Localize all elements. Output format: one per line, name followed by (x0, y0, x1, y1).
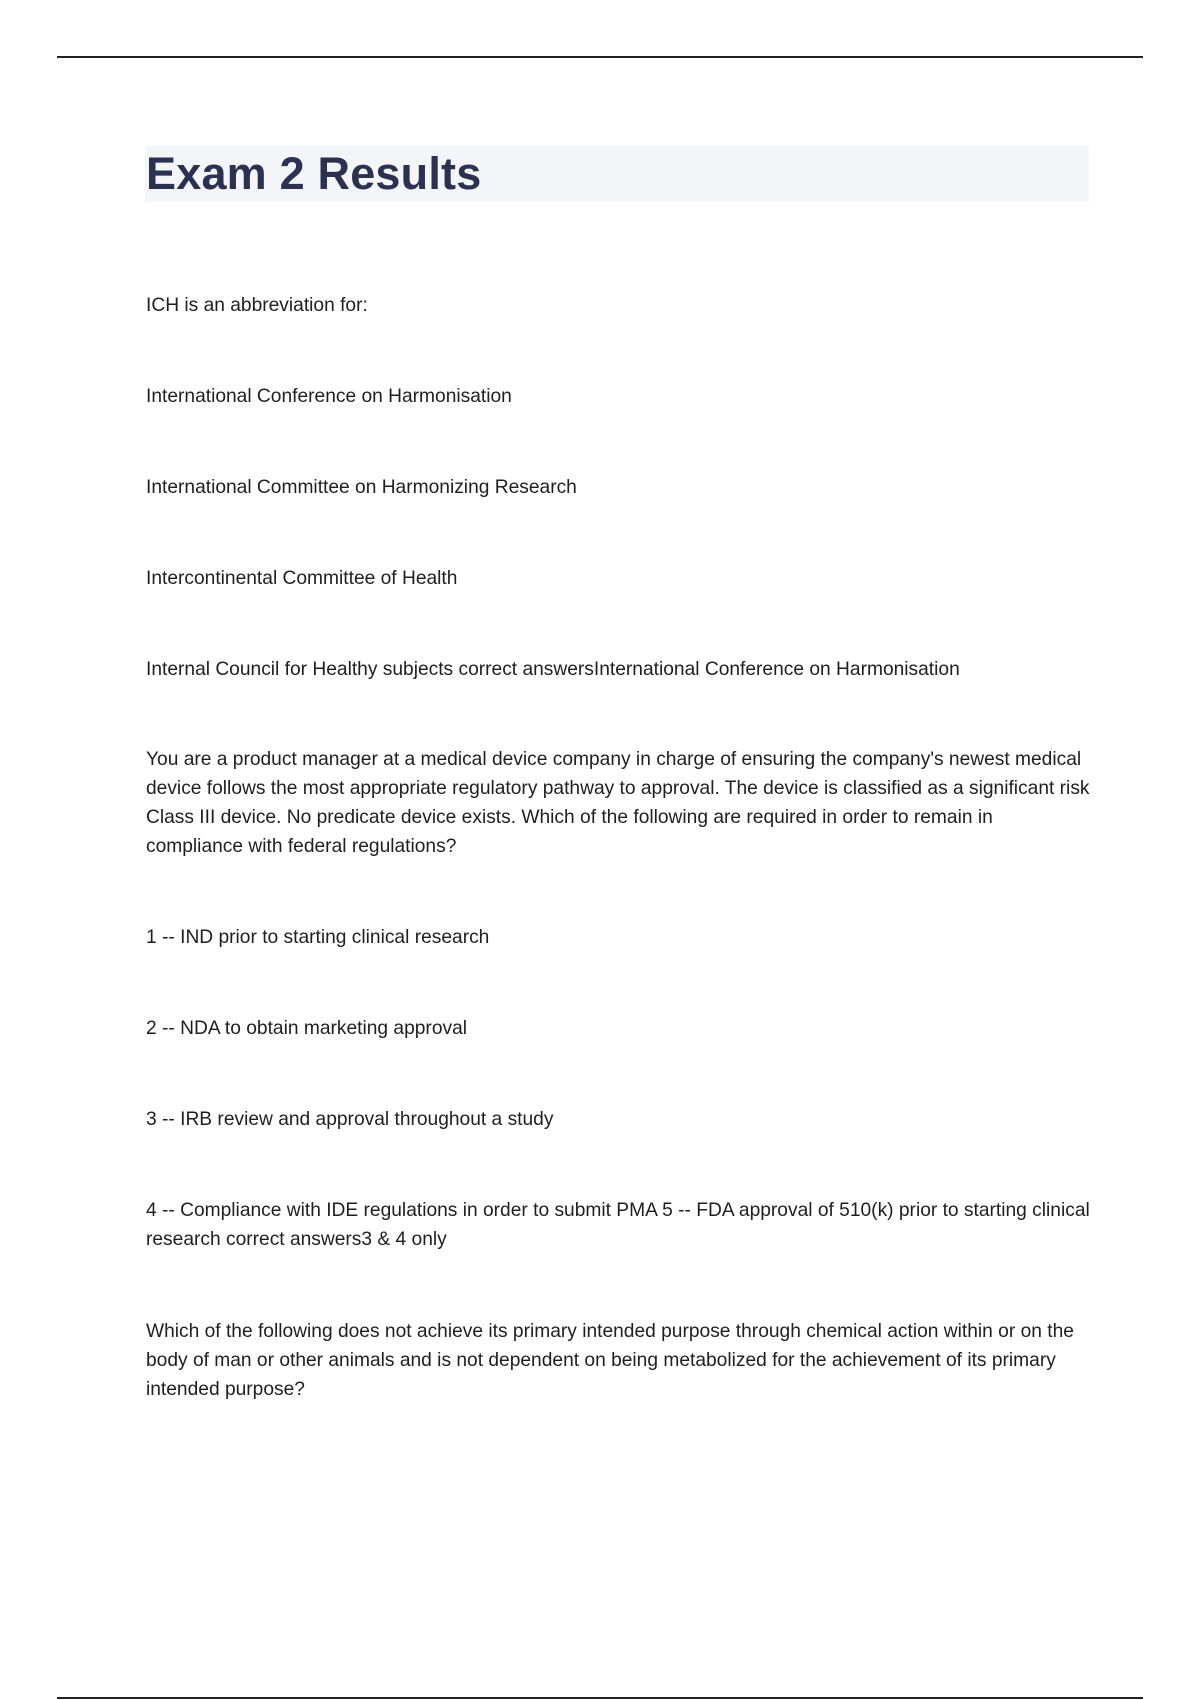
question-2-item-1: 1 -- IND prior to starting clinical research (146, 927, 490, 948)
question-3-prompt: Which of the following does not achieve its primary intended purpose through chemical action within or on the body of man or other animals and is not dependent on being metabolized for the achievement of its primary intended purpose? (146, 1321, 1074, 1400)
top-rule (57, 56, 1143, 58)
page-title: Exam 2 Results (146, 148, 482, 199)
question-1-option-a: International Conference on Harmonisation (146, 386, 512, 407)
question-2-item-4-answer: 4 -- Compliance with IDE regulations in order to submit PMA 5 -- FDA approval of 510(k) prior to starting clinical research correct answers3 & 4 only (146, 1200, 1090, 1250)
question-2-prompt: You are a product manager at a medical device company in charge of ensuring the company's newest medical device follows the most appropriate regulatory pathway to approval. The device is classified as a significant risk Class III device. No predicate device exists. Which of the following are required in order to remain in compliance with federal regulations? (146, 749, 1090, 857)
question-2-item-3: 3 -- IRB review and approval throughout a study (146, 1109, 554, 1130)
question-1-option-c: Intercontinental Committee of Health (146, 568, 458, 589)
question-1-option-b: International Committee on Harmonizing Research (146, 477, 577, 498)
question-1-prompt: ICH is an abbreviation for: (146, 295, 368, 316)
question-1-option-d-answer: Internal Council for Healthy subjects correct answersInternational Conference on Harmonisation (146, 659, 960, 680)
bottom-rule (57, 1697, 1143, 1699)
question-2-item-2: 2 -- NDA to obtain marketing approval (146, 1018, 468, 1039)
